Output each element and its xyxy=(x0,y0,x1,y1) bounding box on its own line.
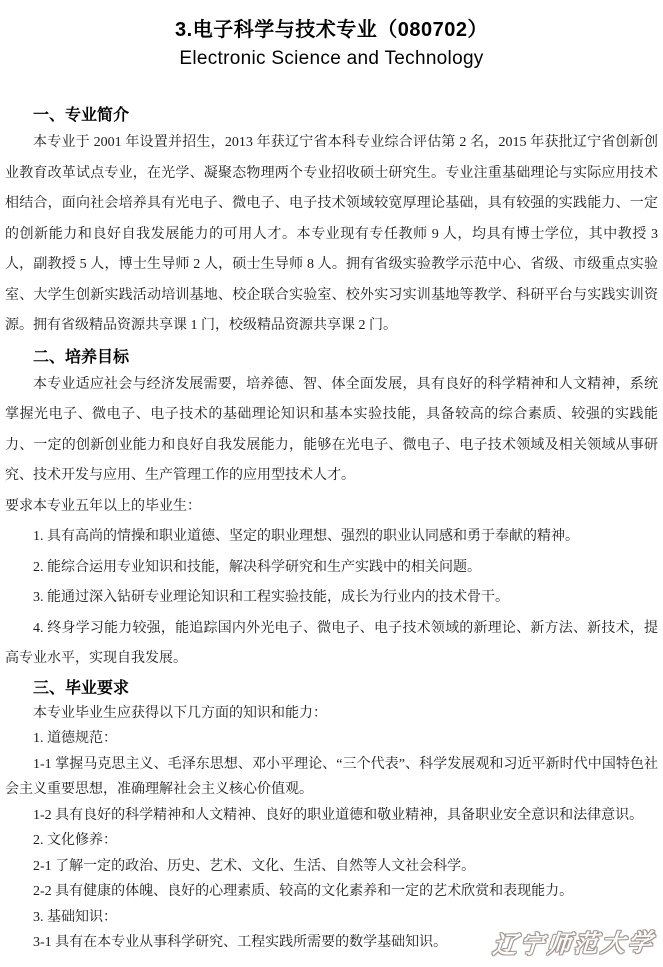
objectives-paragraph: 本专业适应社会与经济发展需要，培养德、智、体全面发展，具有良好的科学精神和人文精神，系统掌握光电子、微电子、电子技术的基础理论知识和基本实验技能，具备较高的综合素质、较强的实践能力、一定的创新创业能力和良好自我发展能力，能够在光电子、微电子、电子技术领域及相关领域从事研究、技术开发与应用、生产管理工作的应用型技术人才。 xyxy=(5,376,658,483)
intro-paragraph: 本专业于 2001 年设置并招生，2013 年获辽宁省本科专业综合评估第 2 名，2015 年获批辽宁省创新创业教育改革试点专业，在光学、凝聚态物理两个专业招收硕士研究生。专业注重基础理论与实际应用技术相结合，面向社会培养具有光电子、微电子、电子技术领域较宽厚理论基础，具有较强的实践能力、一定的创新能力和良好自我发展能力的可用人才。本专业现有专任教师 9 人，均具有博士学位，其中教授 3 人，副教授 5 人，博士生导师 2 人，硕士生导师 8 人。拥有省级实验教学示范中心、省级、市级重点实验室、大学生创新实践活动培训基地、校企联合实验室、校外实习实训基地等教学、科研平台与实践实训资源。拥有省级精品资源共享课 1 门，校级精品资源共享课 2 门。 xyxy=(5,135,658,333)
requirement-item-2-2: 2-2 具有健康的体魄、良好的心理素质、较高的文化素养和一定的艺术欣赏和表现能力。 xyxy=(33,884,574,899)
requirement-category-1: 1. 道德规范： xyxy=(33,731,117,746)
university-watermark: 辽宁师范大学 xyxy=(491,929,657,960)
section-heading-objectives: 二、培养目标 xyxy=(33,348,130,366)
objective-item-4: 4. 终身学习能力较强，能追踪国内外光电子、微电子、电子技术领域的新理论、新方法、新技术，提高专业水平，实现自我发展。 xyxy=(5,620,658,666)
requirement-category-2: 2. 文化修养： xyxy=(33,833,117,848)
objective-item-2: 2. 能综合运用专业知识和技能，解决科学研究和生产实践中的相关问题。 xyxy=(33,559,481,575)
requirement-category-3: 3. 基础知识： xyxy=(33,909,117,925)
document-title-en: Electronic Science and Technology xyxy=(179,48,484,69)
document-title-cn: 3.电子科学与技术专业（080702） xyxy=(175,19,488,41)
graduates-requirement-lead: 要求本专业五年以上的毕业生： xyxy=(5,498,201,514)
document-header xyxy=(5,16,658,72)
section-training-objectives xyxy=(5,346,658,675)
requirement-item-1-2: 1-2 具有良好的科学精神和人文精神、良好的职业道德和敬业精神，具备职业安全意识和法律意识。 xyxy=(33,807,644,823)
requirement-item-2-1: 2-1 了解一定的政治、历史、艺术、文化、生活、自然等人文社会科学。 xyxy=(33,858,476,874)
requirement-item-3-1: 3-1 具有在本专业从事科学研究、工程实践所需要的数学基础知识。 xyxy=(33,935,448,950)
section-graduation-requirements xyxy=(5,677,658,956)
section-heading-intro: 一、专业简介 xyxy=(33,107,130,124)
objective-item-1: 1. 具有高尚的情操和职业道德、坚定的职业理想、强烈的职业认同感和勇于奉献的精神。 xyxy=(33,529,579,544)
section-major-intro xyxy=(5,104,658,342)
requirements-lead: 本专业毕业生应获得以下几方面的知识和能力： xyxy=(33,705,327,721)
section-heading-requirements: 三、毕业要求 xyxy=(33,679,130,697)
requirement-item-1-1: 1-1 掌握马克思主义、毛泽东思想、邓小平理论、“三个代表”、科学发展观和习近平新时代中国特色社会主义重要思想，准确理解社会主义核心价值观。 xyxy=(5,756,658,797)
objective-item-3: 3. 能通过深入钻研专业理论知识和工程实验技能，成长为行业内的技术骨干。 xyxy=(33,590,509,605)
